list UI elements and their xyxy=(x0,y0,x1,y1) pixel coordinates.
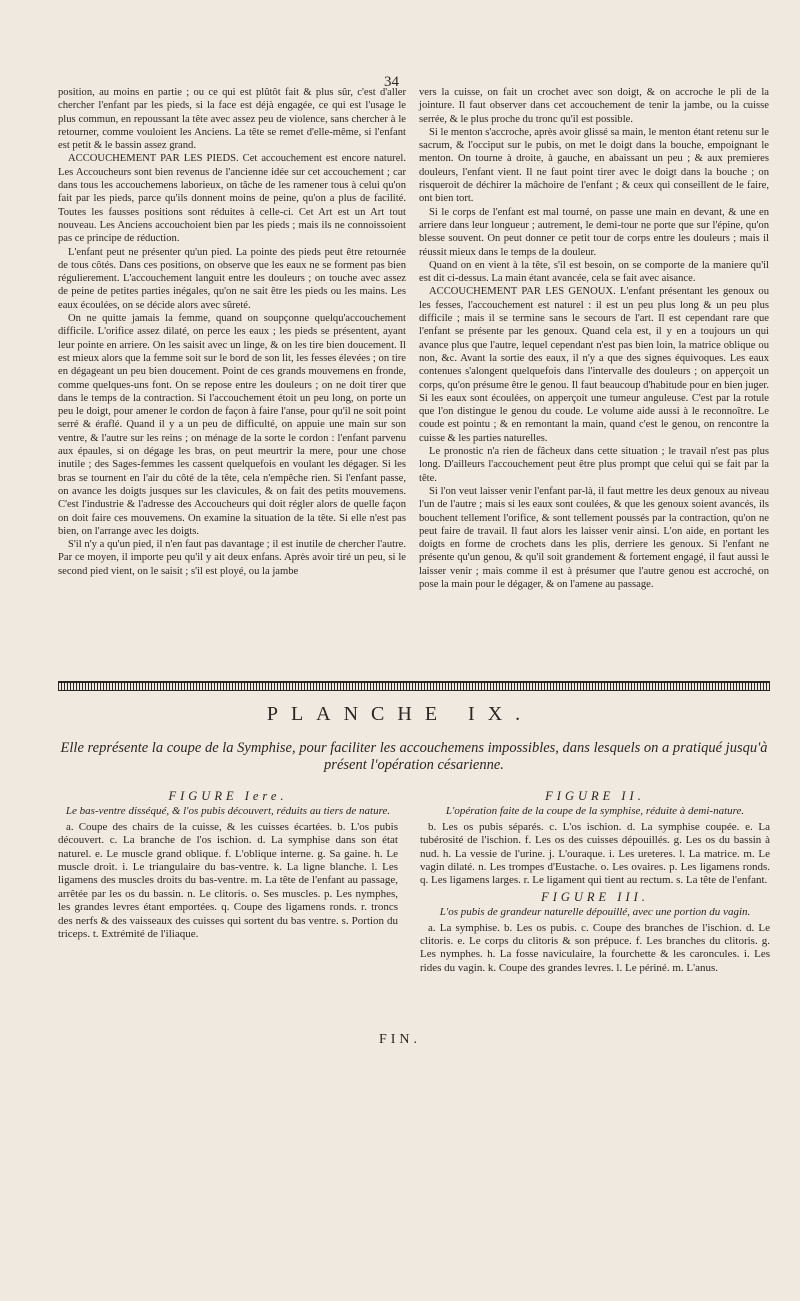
paragraph: S'il n'y a qu'un pied, il n'en faut pas davantage ; il est inutile de chercher l'autre. Par ce moyen, il importe peu qu'il y ait deux enfans. Après avoir tiré un peu, si le second pied vient, on le saisit ; s'il est ployé, ou la jambe xyxy=(58,539,406,577)
figure-2-legend: b. Les os pubis séparés. c. L'os ischion. d. La symphise coupée. e. La tubérosité de l'ischion. f. Les os des cuisses dépouillés. g. Les os du bassin à nud. h. La vessie de l'urine. j. L'ouraque. i. Les ureteres. l. La matrice. m. Le vagin dilaté. n. Les trompes d'Eustache. o. Les ovaires. p. Les ligamens ronds. q. Les ligamens larges. r. Le ligament qui tient au rectum. s. La tête de l'enfant. xyxy=(420,820,770,887)
paragraph: Si le corps de l'enfant est mal tourné, on passe une main en devant, & une en arriere dans leur longueur ; autrement, le demi-tour ne porte que sur l'épine, qu'on blesse souvent. On peut donner ce petit tour de corps entre les douleurs ; mais il réussit mieux dans le temps de la douleur. xyxy=(419,206,769,258)
figure-2-caption: L'opération faite de la coupe de la symphise, réduite à demi-nature. xyxy=(445,805,745,818)
ornamental-rule xyxy=(58,681,770,691)
paragraph: Si l'on veut laisser venir l'enfant par-là, il faut mettre les deux genoux au niveau l'un de l'autre ; mais si les eaux sont coulées, & que les genoux soient avancés, ils bouchent tellement l'orifice, & sont tellement poussés par la contraction, qu'on ne peut faire de travail. Il faut alors les laisser venir ainsi. L'on aide, en portant les doigts en forme de crochets dans les plis, derriere les genoux. Si l'enfant ne présente qu'un genou, & qu'il soit grandement & fortement engagé, il faut aussi le laisser venir ; mais comme il est à présumer que l'autre genou est accroché, on pose la main pour le dégager, & on l'amene au passage. xyxy=(419,485,769,590)
paragraph: On ne quitte jamais la femme, quand on soupçonne quelqu'accouchement difficile. L'orifice assez dilaté, on perce les eaux ; les pieds se présentent, ayant leur pointe en arriere. On les saisit avec un linge, & on les tire bien doucement. Il est mieux alors que la femme soit sur le bord de son lit, les fesses élevées ; on tire en dégageant un peu bien doucement. Point de ces grands mouvemens en fronde, comme quelques-uns font. On se repose entre les douleurs ; on ne doit tirer que dans le temps de la contraction. Si l'accouchement étoit un peu long, on porte un peu le doigt, pour amener le cordon de façon à faire l'anse, pour qu'il ne soit point serré & éraflé. Quand il y a un peu de difficulté, on appuie une main sur son ventre, & l'autre sur les reins ; on ménage de la sorte le cordon : l'enfant parvenu aux épaules, si on dégage les bras, on peut meurtrir la mere, pour une chose inutile ; des Sages-femmes les cassent quelquefois en voulant les dégager. Si les bras se tournent en l'air du côté de la tête, cela n'empêche rien. Si l'enfant passe, on avance les doigts jusques sur les clavicules, & on fait des petits mouvemens. C'est l'industrie & l'adresse des Accoucheurs qui doit régler alors de quelle façon on doit faire ces mouvemens. On examine la situation de la tête. Si elle n'est pas bien, on l'arrange avec les doigts. xyxy=(58,313,406,537)
figure-1-heading: FIGURE Iere. xyxy=(168,789,288,803)
page-number: 34 xyxy=(384,74,399,90)
figure-3-legend: a. La symphise. b. Les os pubis. c. Coupe des branches de l'ischion. d. Le clitoris. e. Le corps du clitoris & son prépuce. f. Les branches du clitoris. g. Les nymphes. h. La fosse naviculaire, la fourchette & les caroncules. i. Les rides du vagin. k. Coupe des grandes levres. l. Le périné. m. L'anus. xyxy=(420,921,770,974)
paragraph: Quand on en vient à la tête, s'il est besoin, on se comporte de la maniere qu'il est dit ci-dessus. La main étant avancée, cela se fait avec aisance. xyxy=(419,259,769,285)
figure-2-3-block xyxy=(420,790,770,975)
figure-1-legend: a. Coupe des chairs de la cuisse, & les cuisses écartées. b. L'os pubis découvert. c. La branche de l'os ischion. d. La symphise dans son état naturel. e. Le muscle grand oblique. f. L'oblique interne. g. Sa gaine. h. Le muscle droit. i. Le triangulaire du bas-ventre. k. La ligne blanche. l. Les ligamens des muscles droits du bas-ventre. m. La tête de l'enfant au passage, arrêtée par les os du bassin. n. Le clitoris. o. Ses muscles. p. Les nymphes, les grandes levres étant emportées. q. Coupe des ligamens ronds. r. troncs des nerfs & des vaisseaux des cuisses qui sortent du bas ventre. s. Portion du triceps. t. Extrémité de l'iliaque. xyxy=(58,820,398,941)
figure-2-heading: FIGURE II. xyxy=(545,789,645,803)
paragraph: Si le menton s'accroche, après avoir glissé sa main, le menton étant retenu sur le sacrum, & l'occiput sur le pubis, on met le doigt dans la bouche, empoignant le menton. On tourne à droite, à gauche, en abaissant un peu ; & aux premieres douleurs, l'enfant vient. Il ne faut point tirer avec le doigt dans la bouche ; on risqueroit de déchirer la mâchoire de l'enfant ; & ceux qui conseillent de le faire, ont bien tort. xyxy=(419,126,769,205)
fin-text: FIN. xyxy=(378,1032,422,1047)
paragraph: Le pronostic n'a rien de fâcheux dans cette situation ; le travail n'est pas plus long. D'ailleurs l'accouchement peut être plus prompt que celui qui se fait par la tête. xyxy=(419,446,769,484)
paragraph: ACCOUCHEMENT PAR LES PIEDS. Cet accouchement est encore naturel. Les Accoucheurs sont bien revenus de l'ancienne idée sur cet accouchement ; car dans tous les accouchemens laborieux, on tâche de les ramener tous à celui qu'on fait par les pieds, parce qu'ils donnent moins de peine, qu'on a plus de facilité. Toutes les fausses positions sont réduites à celle-ci. Cet Art est un Art tout nouveau. Les Anciens accouchoient bien par les pieds ; mais ils ne connoissoient pas ce principe de réduction. xyxy=(58,153,406,245)
figure-3-caption: L'os pubis de grandeur naturelle dépouillé, avec une portion du vagin. xyxy=(439,906,751,919)
paragraph: vers la cuisse, on fait un crochet avec son doigt, & on accroche le pli de la jointure. Il faut observer dans cet accouchement de tenir la jambe, ou la cuisse serrée, & le plus proche du tronc qu'il est possible. xyxy=(419,87,769,125)
paragraph: L'enfant peut ne présenter qu'un pied. La pointe des pieds peut être retournée de tous côtés. Dans ces positions, on observe que les eaux ne se forment pas bien régulierement. L'accouchement languit entre les douleurs ; on touche avec assez de peine de petites parties inégales, qu'on ne sait être les pieds ou les mains. Les eaux écoulées, on se décide alors avec sûreté. xyxy=(58,246,406,311)
left-text-column xyxy=(58,86,406,578)
figure-1-caption: Le bas-ventre disséqué, & l'os pubis découvert, réduits au tiers de nature. xyxy=(65,805,391,818)
figure-3-heading: FIGURE III. xyxy=(541,889,649,904)
plate-title: PLANCHE IX. xyxy=(266,703,534,725)
paragraph: ACCOUCHEMENT PAR LES GENOUX. L'enfant présentant les genoux ou les fesses, l'accouchement est naturel : il est un peu plus long & un peu plus difficile ; mais il se termine sans le secours de l'art. Il est cependant rare que l'enfant se présente par les genoux. Quand cela est, il y en a toujours un qui avance plus que l'autre, lequel cependant n'est pas bien loin, la matrice oblique ou non, &c. Avant la sortie des eaux, il n'y a que des signes équivoques. Les eaux contenues s'alongent quelquefois dans l'intervalle des douleurs ; on apperçoit un corps, qu'on présume être le genou. Il faut beaucoup d'habitude pour en bien juger. Si les eaux sont écoulées, on apperçoit une tumeur anguleuse. C'est par la rotule que l'on distingue le genou du coude. Le volume aide aussi à le reconnoître. Le coude est pointu ; & en remontant la main, quand c'est le genou, on rencontre la cuisse & les parties naturelles. xyxy=(419,286,769,444)
figure-1-block xyxy=(58,790,398,941)
paragraph: position, au moins en partie ; ou ce qui est plûtôt fait & plus sûr, c'est d'aller chercher l'enfant par les pieds, si la face est déjà engagée, ce qui est l'usage le plus commun, en repoussant la tête avec assez peu de violence, sans chercher à le retourner, comme vouloient les Anciens. La tête se remet d'elle-même, si l'enfant est petit & le bassin assez grand. xyxy=(58,87,406,152)
plate-subtitle: Elle représente la coupe de la Symphise, pour faciliter les accouchemens impossibles, dans lesquels on a pratiqué jusqu'à présent l'opération césarienne. xyxy=(60,740,768,773)
right-text-column xyxy=(419,86,769,591)
